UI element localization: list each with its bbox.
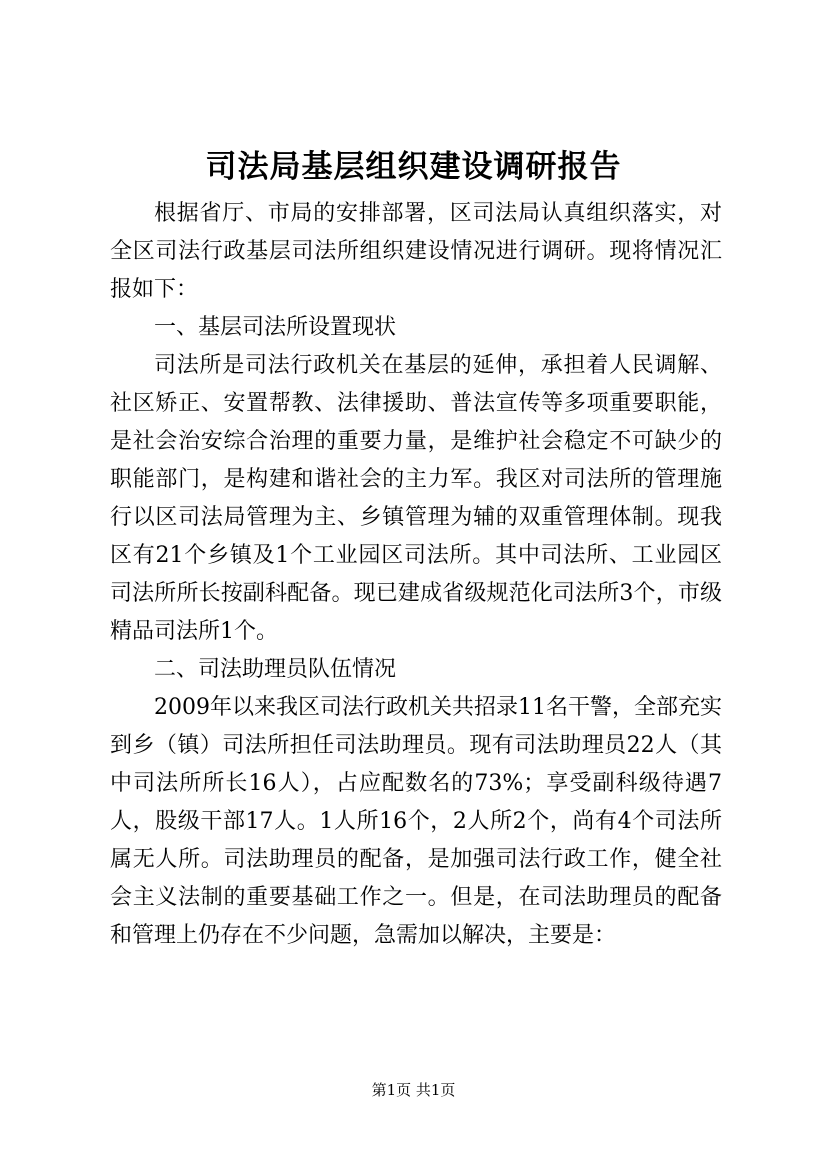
- paragraph-section-2: 2009年以来我区司法行政机关共招录11名干警，全部充实到乡（镇）司法所担任司法助理员。现有司法助理员22人（其中司法所所长16人），占应配数名的73%；享受副科级待遇7人，股级干部17人。1人所16个，2人所2个，尚有4个司法所属无人所。司法助理员的配备，是加强司法行政工作，健全社会主义法制的重要基础工作之一。但是，在司法助理员的配备和管理上仍存在不少问题，急需加以解决，主要是：: [110, 695, 722, 948]
- document-body: [110, 195, 722, 955]
- page-footer: [0, 1080, 827, 1100]
- document-title: 司法局基层组织建设调研报告: [205, 149, 622, 185]
- page-total: 共1页: [415, 1081, 456, 1099]
- paragraph-intro: 根据省厅、市局的安排部署，区司法局认真组织落实，对全区司法行政基层司法所组织建设情况进行调研。现将情况汇报如下：: [110, 201, 722, 302]
- section-heading-1: 一、基层司法所设置现状: [154, 315, 397, 340]
- paragraph-section-1: 司法所是司法行政机关在基层的延伸，承担着人民调解、社区矫正、安置帮教、法律援助、普法宣传等多项重要职能，是社会治安综合治理的重要力量，是维护社会稳定不可缺少的职能部门，是构建和谐社会的主力军。我区对司法所的管理施行以区司法局管理为主、乡镇管理为辅的双重管理体制。现我区有21个乡镇及1个工业园区司法所。其中司法所、工业园区司法所所长按副科配备。现已建成省级规范化司法所3个，市级精品司法所1个。: [110, 353, 722, 644]
- page-number: 第1页: [371, 1081, 412, 1099]
- section-heading-2: 二、司法助理员队伍情况: [154, 657, 397, 682]
